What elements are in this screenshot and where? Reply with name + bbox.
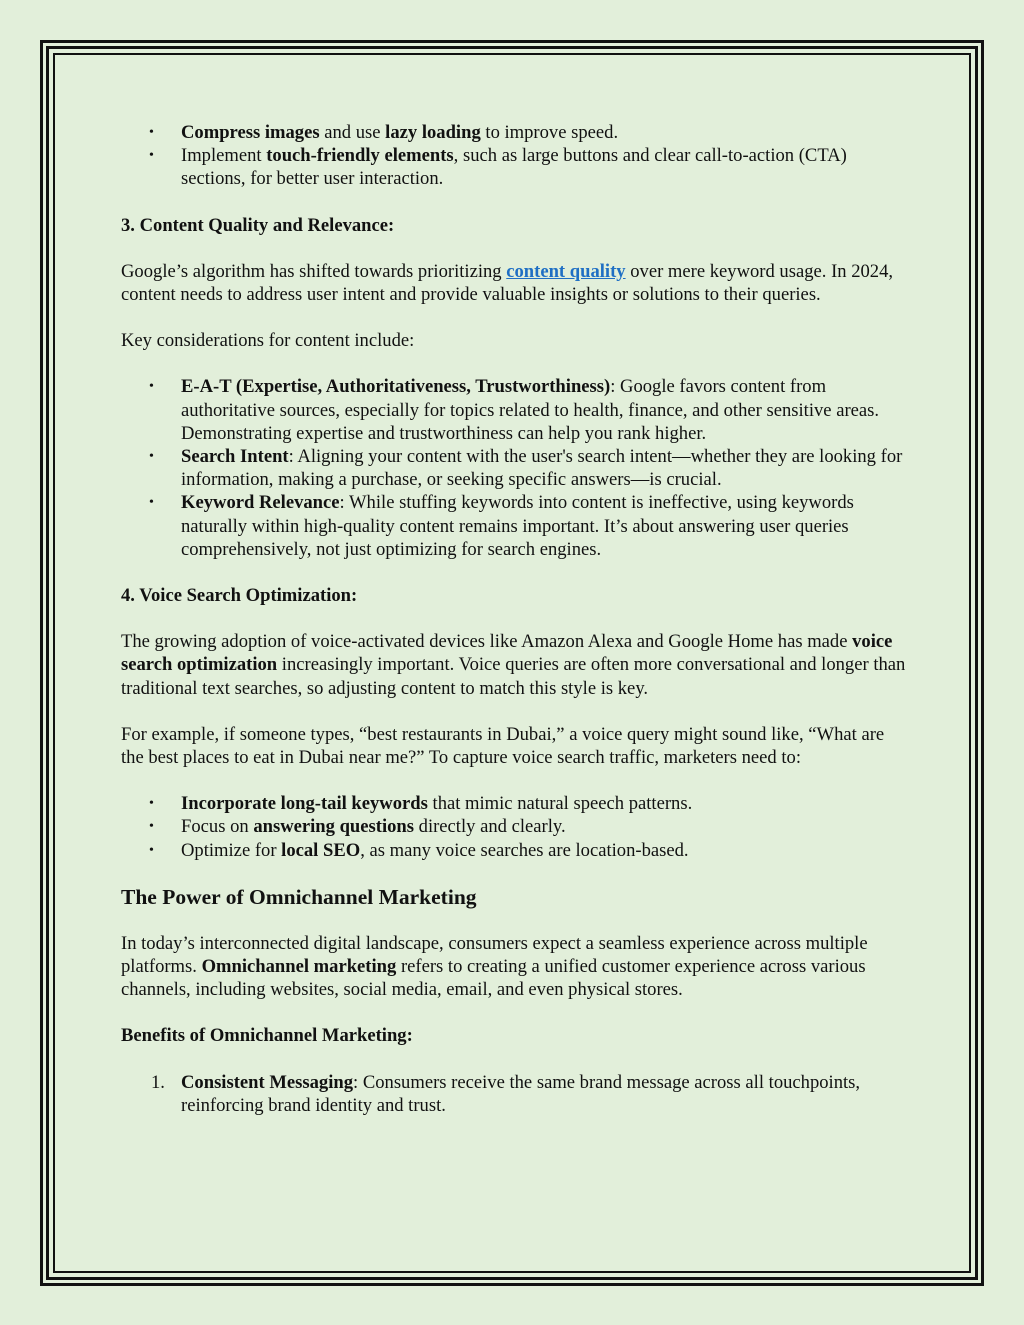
section-heading: 4. Voice Search Optimization:	[121, 585, 358, 607]
paragraph: Google’s algorithm has shifted towards prioritizing content quality over mere keyword usage. In 2024, content needs to address user intent and provide valuable insights or solutions to their queries.	[121, 260, 894, 306]
bullet-icon: •	[149, 842, 154, 858]
content-considerations-list	[121, 375, 911, 561]
bullet-icon: •	[149, 148, 154, 164]
bullet-icon: •	[149, 125, 154, 140]
bullet-icon: •	[149, 495, 154, 511]
paragraph: Key considerations for content include:	[121, 330, 415, 352]
benefits-list	[121, 1071, 911, 1117]
speed-tips-list	[121, 121, 911, 191]
list-number: 1.	[151, 1071, 165, 1093]
list-item: • Search Intent: Aligning your content with the user's search intent—whether they are looking for information, making a purchase, or seeking specific answers—is crucial.	[149, 446, 903, 491]
bullet-icon: •	[149, 819, 154, 835]
content-quality-link[interactable]: content quality	[506, 260, 626, 282]
list-item: • Optimize for local SEO, as many voice searches are location-based.	[149, 839, 689, 861]
paragraph: For example, if someone types, “best restaurants in Dubai,” a voice query might sound like, “What are the best places to eat in Dubai near me?” To capture voice search traffic, marketers need to:	[121, 723, 885, 769]
bullet-icon: •	[149, 379, 154, 395]
list-item: • E-A-T (Expertise, Authoritativeness, Trustworthiness): Google favors content from authoritative sources, especially for topics related to health, finance, and other sensitive areas. Demonstrating expertise and trustworthiness can help you rank higher.	[149, 376, 880, 444]
page-heading: The Power of Omnichannel Marketing	[121, 884, 477, 909]
voice-search-list	[121, 792, 911, 862]
list-item: 1. Consistent Messaging: Consumers receive the same brand message across all touchpoints, reinforcing brand identity and trust.	[151, 1071, 861, 1116]
list-item: • Focus on answering questions directly and clearly.	[149, 816, 566, 838]
paragraph: In today’s interconnected digital landscape, consumers expect a seamless experience across multiple platforms. Omnichannel marketing refers to creating a unified customer experience across various channels, including websites, social media, email, and even physical stores.	[121, 932, 868, 1001]
list-item: • Incorporate long-tail keywords that mimic natural speech patterns.	[149, 793, 693, 815]
paragraph: The growing adoption of voice-activated devices like Amazon Alexa and Google Home has made voice search optimization increasingly important. Voice queries are often more conversational and longer than traditional text searches, so adjusting content to match this style is key.	[121, 631, 906, 699]
section-heading: Benefits of Omnichannel Marketing:	[121, 1025, 413, 1047]
bullet-icon: •	[149, 449, 154, 465]
document-body	[121, 121, 911, 1117]
list-item: • Implement touch-friendly elements, such as large buttons and clear call-to-action (CTA) sections, for better user interaction.	[149, 145, 847, 190]
bullet-icon: •	[149, 796, 154, 812]
list-item: • Compress images and use lazy loading to improve speed.	[149, 122, 619, 143]
section-heading: 3. Content Quality and Relevance:	[121, 214, 395, 236]
list-item: • Keyword Relevance: While stuffing keywords into content is ineffective, using keywords naturally within high-quality content remains important. It’s about answering user queries comprehensively, not just optimizing for search engines.	[149, 492, 854, 560]
